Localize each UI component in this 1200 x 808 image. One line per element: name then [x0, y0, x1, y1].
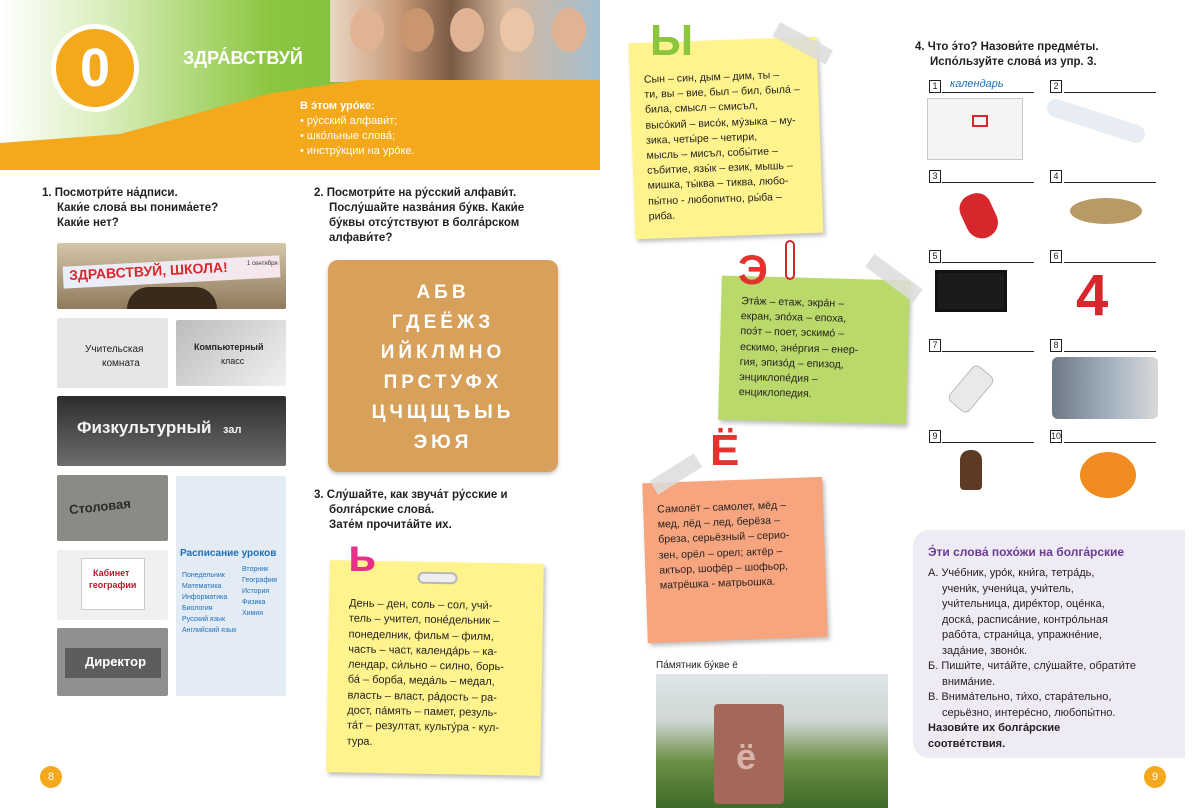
- teachers-room-sign: Учительская комната: [57, 318, 168, 388]
- yo-letter: Ё: [710, 426, 740, 475]
- paperclip-icon: [417, 572, 457, 585]
- page-number: 9: [1144, 766, 1166, 788]
- alphabet-row: ПРСТУФХ: [383, 372, 503, 393]
- schedule-sign: Расписание уроков Понедельник Математика Информатика Биология Русский язык Английский язык Вторник География История Физика Химия: [176, 476, 286, 696]
- monitor-icon: [935, 270, 1007, 312]
- fish-icon: [1070, 198, 1142, 224]
- geography-sign: Кабинет географии: [57, 550, 168, 620]
- similar-words-box: Э́ти слова́ похо́жи на болга́рские А. Уче́бник, уро́к, кни́га, тетра́дь, учени́к, учени́ца, учи́тель, учи́тельница, дире́ктор, оце́нка, доска́, расписа́ние, контро́льная рабо́та, страни́ца, упражне́ние, зада́ние, звоно́к. Б. Пиши́те, чита́йте, слу́шайте, обрати́те внима́ние. В. Внима́тельно, ти́хо, стара́тельно, серьёзно, интере́сно, любопы́тно. Назови́те их болга́рские соотве́тствия.: [913, 530, 1185, 758]
- exercise-2-heading: 2. Посмотри́те на ру́сский алфави́т. Послу́шайте назва́ния бу́кв. Каки́е бу́квы отсу́тствуют в болга́рском алфави́те?: [314, 187, 525, 244]
- yo-letter-note: Самолёт – самолет, мёд – мед, лёд – лед, берёза – бреза, серьёзный – серио- зен, орёл – орел; актёр – актьор, шофёр – шофьор, матрёшка - матрьошка.: [642, 477, 827, 643]
- paperclip-icon: [785, 240, 795, 280]
- alphabet-row: АБВ: [416, 282, 470, 303]
- in-lesson-box: [300, 99, 415, 159]
- banner-text: ЗДРАВСТВУЙ, ШКОЛА!: [68, 258, 229, 284]
- monument-photo: ё: [656, 674, 888, 808]
- alphabet-row: ИЙКЛМНО: [380, 342, 506, 363]
- right-page: Сын – син, дым – дим, ты – ти, вы – вие, был – бил, была́ – била, смысл – смисъл, высо́кий – висо́к, му́зыка – му- зика, четы́ре – четири, мысль – мисъл, собы́тие – събитие, язы́к – език, мышь – мишка, ты́ква – тиква, любо- пы́тно - любопитно, ры́ба – риба. Ы Эта́ж – етаж, экра́н – екран, эпо́ха – епоха, поэ́т – поет, эскимо́ – ескимо, эне́ргия – енер- гия, эпизо́д – епизод, энциклопе́дия – енциклопедия. Э Самолёт – самолет, мёд – мед, лёд – лед, берёза – бреза, серьёзный – серио- зен, орёл – орел; актёр – актьор, шофёр – шофьор, матрёшка - матрьошка. Ё Па́мятник бу́кве ё ё 4. Что э́то? Назови́те предме́ты. Испо́льзуйте слова́ из упр. 3. 1 календарь 2 3 4 5 6 4 7 8 9 10 9: [600, 0, 1200, 808]
- y-letter: Ы: [650, 16, 694, 65]
- alphabet-row: ЦЧЩЩЪЫЬ: [371, 402, 515, 423]
- canteen-sign: Столовая: [57, 475, 168, 541]
- driver-icon: [1052, 357, 1158, 419]
- header-students-photo: [330, 0, 600, 82]
- exercise-1-heading: 1. Посмотри́те на́дписи. Каки́е слова́ вы понима́ете? Каки́е нет?: [42, 187, 219, 229]
- mouse-icon: [955, 188, 1003, 243]
- similar-words-title: Э́ти слова́ похо́жи на болга́рские: [928, 545, 1125, 559]
- in-lesson-item: • инстру́кции на уро́ке.: [300, 145, 415, 157]
- lesson-number-badge: 0: [51, 24, 139, 112]
- soft-sign-letter: ь: [348, 529, 377, 581]
- answer-text: календарь: [950, 78, 1004, 90]
- exercise-4-heading: 4. Что э́то? Назови́те предме́ты. Испо́льзуйте слова́ из упр. 3.: [915, 41, 1099, 68]
- computer-class-sign: Компьютерный класс: [176, 320, 286, 386]
- in-lesson-heading: В э́том уро́ке:: [300, 100, 375, 112]
- alphabet-row: ГДЕЁЖЗ: [391, 312, 495, 333]
- alphabet-board: [328, 260, 558, 472]
- calendar-icon: [927, 98, 1023, 160]
- soft-sign-note: День – ден, соль – сол, учи́- тель – учител, поне́дельник – понеделник, фильм – филм, часть – част, календа́рь – ка- лендар, си́льно – силно, борь- ба́ – борба, меда́ль – медал, власть – власт, ра́дость – ра- дост, па́мять – памет, резуль- та́т – резултат, культу́ра - кул- тура.: [326, 560, 544, 776]
- page-number: 8: [40, 766, 62, 788]
- airplane-icon: [1045, 97, 1148, 146]
- number-four-icon: 4: [1076, 263, 1109, 328]
- y-letter-note: Сын – син, дым – дим, ты – ти, вы – вие, был – бил, была́ – била, смысл – смисъл, высо́кий – висо́к, му́зыка – му- зика, четы́ре – четири, мысль – мисъл, собы́тие – събитие, язы́к – език, мышь – мишка, ты́ква – тиква, любо- пы́тно - любопитно, ры́ба – риба.: [629, 37, 824, 239]
- monument-caption: Па́мятник бу́кве ё: [656, 660, 738, 671]
- in-lesson-item: • ру́сский алфави́т;: [300, 115, 398, 127]
- e-letter-note: Эта́ж – етаж, экра́н – екран, эпо́ха – епоха, поэ́т – поет, эскимо́ – ескимо, эне́ргия – енер- гия, эпизо́д – епизод, энциклопе́дия – енциклопедия.: [718, 276, 910, 425]
- e-letter: Э: [738, 246, 768, 293]
- ice-cream-icon: [960, 450, 982, 490]
- gym-sign: Физкультурный зал: [57, 396, 286, 466]
- exercise-3-heading: 3. Слу́шайте, как звуча́т ру́сские и болга́рские слова́. Зате́м прочита́йте их.: [314, 489, 508, 531]
- pumpkin-icon: [1080, 452, 1136, 498]
- alphabet-row: ЭЮЯ: [413, 432, 473, 453]
- banner-photo: ЗДРАВСТВУЙ, ШКОЛА! 1 сентября: [57, 243, 286, 309]
- in-lesson-item: • шко́льные слова́;: [300, 130, 396, 142]
- director-sign: Директор: [57, 628, 168, 696]
- lesson-title: ЗДРА́ВСТВУЙ: [183, 48, 303, 68]
- salt-shaker-icon: [946, 363, 995, 415]
